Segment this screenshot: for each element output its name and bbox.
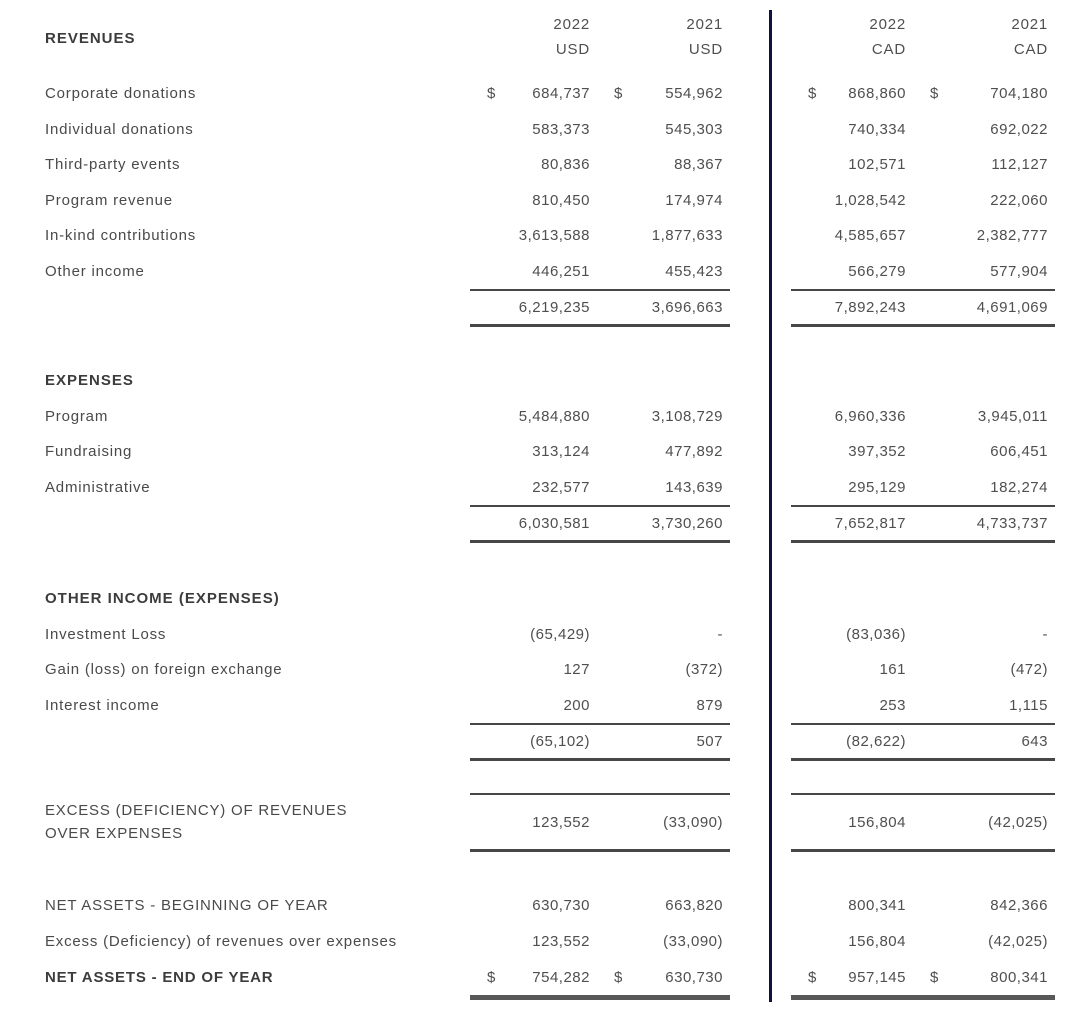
value-cad-2022: 161 (879, 661, 906, 679)
table-row (0, 254, 1080, 290)
value-usd-2022: 3,613,588 (518, 227, 590, 245)
value-cad-2021: 2,382,777 (976, 227, 1048, 245)
value-usd-2022: 123,552 (532, 813, 590, 831)
value-usd-2021: 477,892 (665, 443, 723, 461)
value-cad-2022: $ 957,145 (808, 968, 906, 986)
total-cad-2022: 7,892,243 (834, 299, 906, 316)
section-header-row (0, 581, 1080, 617)
value-usd-2021: 174,974 (665, 191, 723, 209)
value-usd-2022: 123,552 (532, 932, 590, 950)
row-label: Excess (Deficiency) of revenues over expenses (45, 932, 397, 950)
value-usd-2022: 200 (563, 696, 590, 714)
closing-rule (0, 995, 1080, 1000)
value-usd-2021: $ 630,730 (614, 968, 723, 986)
value-usd-2022: 127 (563, 661, 590, 679)
total-usd-2021: 507 (696, 733, 723, 750)
expenses-total-row (0, 507, 1080, 540)
value-cad-2022: 253 (879, 696, 906, 714)
value-usd-2021: 1,877,633 (651, 227, 723, 245)
table-row (0, 76, 1080, 112)
value-cad-2022: 6,960,336 (834, 407, 906, 425)
table-row (0, 399, 1080, 435)
dollar-sign: $ (487, 968, 496, 986)
currency-column-divider (769, 10, 772, 1002)
row-label: EXCESS (DEFICIENCY) OF REVENUES OVER EXPENSES (45, 802, 348, 842)
value-cad-2021: 182,274 (990, 478, 1048, 496)
value-usd-2021: 3,108,729 (651, 407, 723, 425)
value-usd-2022: 630,730 (532, 897, 590, 915)
value-usd-2022: 232,577 (532, 478, 590, 496)
row-label: Other income (45, 262, 145, 280)
value-cad-2022: 1,028,542 (834, 191, 906, 209)
value-usd-2022: $ 754,282 (487, 968, 590, 986)
value-cad-2021: 112,127 (991, 156, 1048, 174)
total-cad-2021: 4,733,737 (976, 515, 1048, 532)
section-header-row (0, 363, 1080, 399)
row-label: NET ASSETS - END OF YEAR (45, 968, 274, 986)
dollar-sign: $ (487, 85, 496, 103)
dollar-sign: $ (614, 85, 623, 103)
value-cad-2022: 156,804 (848, 932, 906, 950)
table-row (0, 617, 1080, 653)
row-label: Interest income (45, 696, 160, 714)
row-label: Program (45, 407, 109, 425)
row-label: NET ASSETS - BEGINNING OF YEAR (45, 897, 329, 915)
row-label: Gain (loss) on foreign exchange (45, 661, 283, 679)
total-cad-2022: 7,652,817 (834, 515, 906, 532)
value-usd-2021: 663,820 (665, 897, 723, 915)
column-year: 2022 (869, 16, 906, 33)
value-cad-2022: 800,341 (848, 897, 906, 915)
value-usd-2022: 313,124 (532, 443, 590, 461)
other-income-total-row (0, 725, 1080, 758)
dollar-sign: $ (930, 85, 939, 103)
value-cad-2022: 102,571 (848, 156, 906, 174)
table-row (0, 470, 1080, 506)
value-usd-2021: 143,639 (665, 478, 723, 496)
value-usd-2021: (372) (685, 661, 723, 679)
value-usd-2022: (65,429) (530, 625, 590, 643)
value-usd-2021: 879 (696, 696, 723, 714)
value-cad-2021: 222,060 (990, 191, 1048, 209)
column-currency: USD (555, 41, 590, 58)
value-cad-2022: 4,585,657 (834, 227, 906, 245)
total-usd-2022: (65,102) (530, 733, 590, 750)
value-usd-2021: (33,090) (663, 932, 723, 950)
value-usd-2022: 810,450 (532, 191, 590, 209)
net-assets-excess-row (0, 924, 1080, 960)
section-title-expenses: EXPENSES (45, 372, 134, 390)
value-cad-2021: 577,904 (990, 262, 1048, 280)
value-cad-2021: (42,025) (988, 813, 1048, 831)
column-header-cad-2022 (791, 0, 913, 62)
value-cad-2021: - (1042, 625, 1048, 643)
table-row (0, 434, 1080, 470)
value-cad-2021: 606,451 (990, 443, 1048, 461)
value-cad-2021: 3,945,011 (977, 407, 1048, 425)
table-row (0, 652, 1080, 688)
value-cad-2021: $ 704,180 (930, 85, 1048, 103)
value-usd-2021: 545,303 (665, 120, 723, 138)
column-currency: CAD (871, 41, 906, 58)
value-usd-2021: 455,423 (665, 262, 723, 280)
value-usd-2021: - (717, 625, 723, 643)
value-usd-2022: 446,251 (532, 262, 590, 280)
dollar-sign: $ (808, 968, 817, 986)
row-label: Investment Loss (45, 625, 167, 643)
excess-row (0, 795, 1080, 849)
row-label: Third-party events (45, 156, 181, 174)
value-cad-2021: (42,025) (988, 932, 1048, 950)
value-usd-2021: (33,090) (663, 813, 723, 831)
value-cad-2021: (472) (1010, 661, 1048, 679)
column-year: 2022 (553, 16, 590, 33)
row-label: Corporate donations (45, 85, 197, 103)
total-usd-2022: 6,030,581 (518, 515, 590, 532)
dollar-sign: $ (808, 85, 817, 103)
value-usd-2022: 80,836 (541, 156, 590, 174)
value-cad-2022: $ 868,860 (808, 85, 906, 103)
section-title-other-income: OTHER INCOME (EXPENSES) (45, 590, 280, 608)
total-cad-2022: (82,622) (846, 733, 906, 750)
row-label: Administrative (45, 478, 151, 496)
table-row (0, 183, 1080, 219)
net-assets-end-row (0, 959, 1080, 995)
total-usd-2021: 3,696,663 (651, 299, 723, 316)
section-title-revenues: REVENUES (45, 30, 136, 47)
table-row (0, 112, 1080, 148)
value-usd-2022: 5,484,880 (518, 407, 590, 425)
row-label: Program revenue (45, 191, 173, 209)
revenues-total-row (0, 291, 1080, 324)
value-usd-2022: 583,373 (532, 120, 590, 138)
total-usd-2021: 3,730,260 (651, 515, 723, 532)
column-header-usd-2021 (597, 0, 730, 62)
row-label: Fundraising (45, 443, 133, 461)
value-cad-2022: 397,352 (848, 443, 906, 461)
net-assets-beginning-row (0, 888, 1080, 924)
column-header-usd-2022 (470, 0, 597, 62)
row-label: Individual donations (45, 120, 194, 138)
column-currency: USD (688, 41, 723, 58)
column-year: 2021 (686, 16, 723, 33)
value-cad-2022: 156,804 (848, 813, 906, 831)
column-header-cad-2021 (913, 0, 1055, 62)
total-cad-2021: 643 (1021, 733, 1048, 750)
value-cad-2022: (83,036) (846, 625, 906, 643)
table-header (0, 0, 1080, 76)
dollar-sign: $ (614, 968, 623, 986)
table-row (0, 147, 1080, 183)
value-usd-2021: $ 554,962 (614, 85, 723, 103)
value-cad-2021: 692,022 (990, 120, 1048, 138)
value-cad-2022: 295,129 (848, 478, 906, 496)
value-cad-2021: 842,366 (990, 897, 1048, 915)
value-usd-2022: $ 684,737 (487, 85, 590, 103)
column-year: 2021 (1011, 16, 1048, 33)
table-row (0, 688, 1080, 724)
value-cad-2022: 740,334 (848, 120, 906, 138)
value-usd-2021: 88,367 (674, 156, 723, 174)
value-cad-2022: 566,279 (848, 262, 906, 280)
total-usd-2022: 6,219,235 (518, 299, 590, 316)
value-cad-2021: 1,115 (1009, 696, 1048, 714)
total-cad-2021: 4,691,069 (976, 299, 1048, 316)
dollar-sign: $ (930, 968, 939, 986)
table-row (0, 218, 1080, 254)
column-currency: CAD (1013, 41, 1048, 58)
value-cad-2021: $ 800,341 (930, 968, 1048, 986)
row-label: In-kind contributions (45, 227, 197, 245)
